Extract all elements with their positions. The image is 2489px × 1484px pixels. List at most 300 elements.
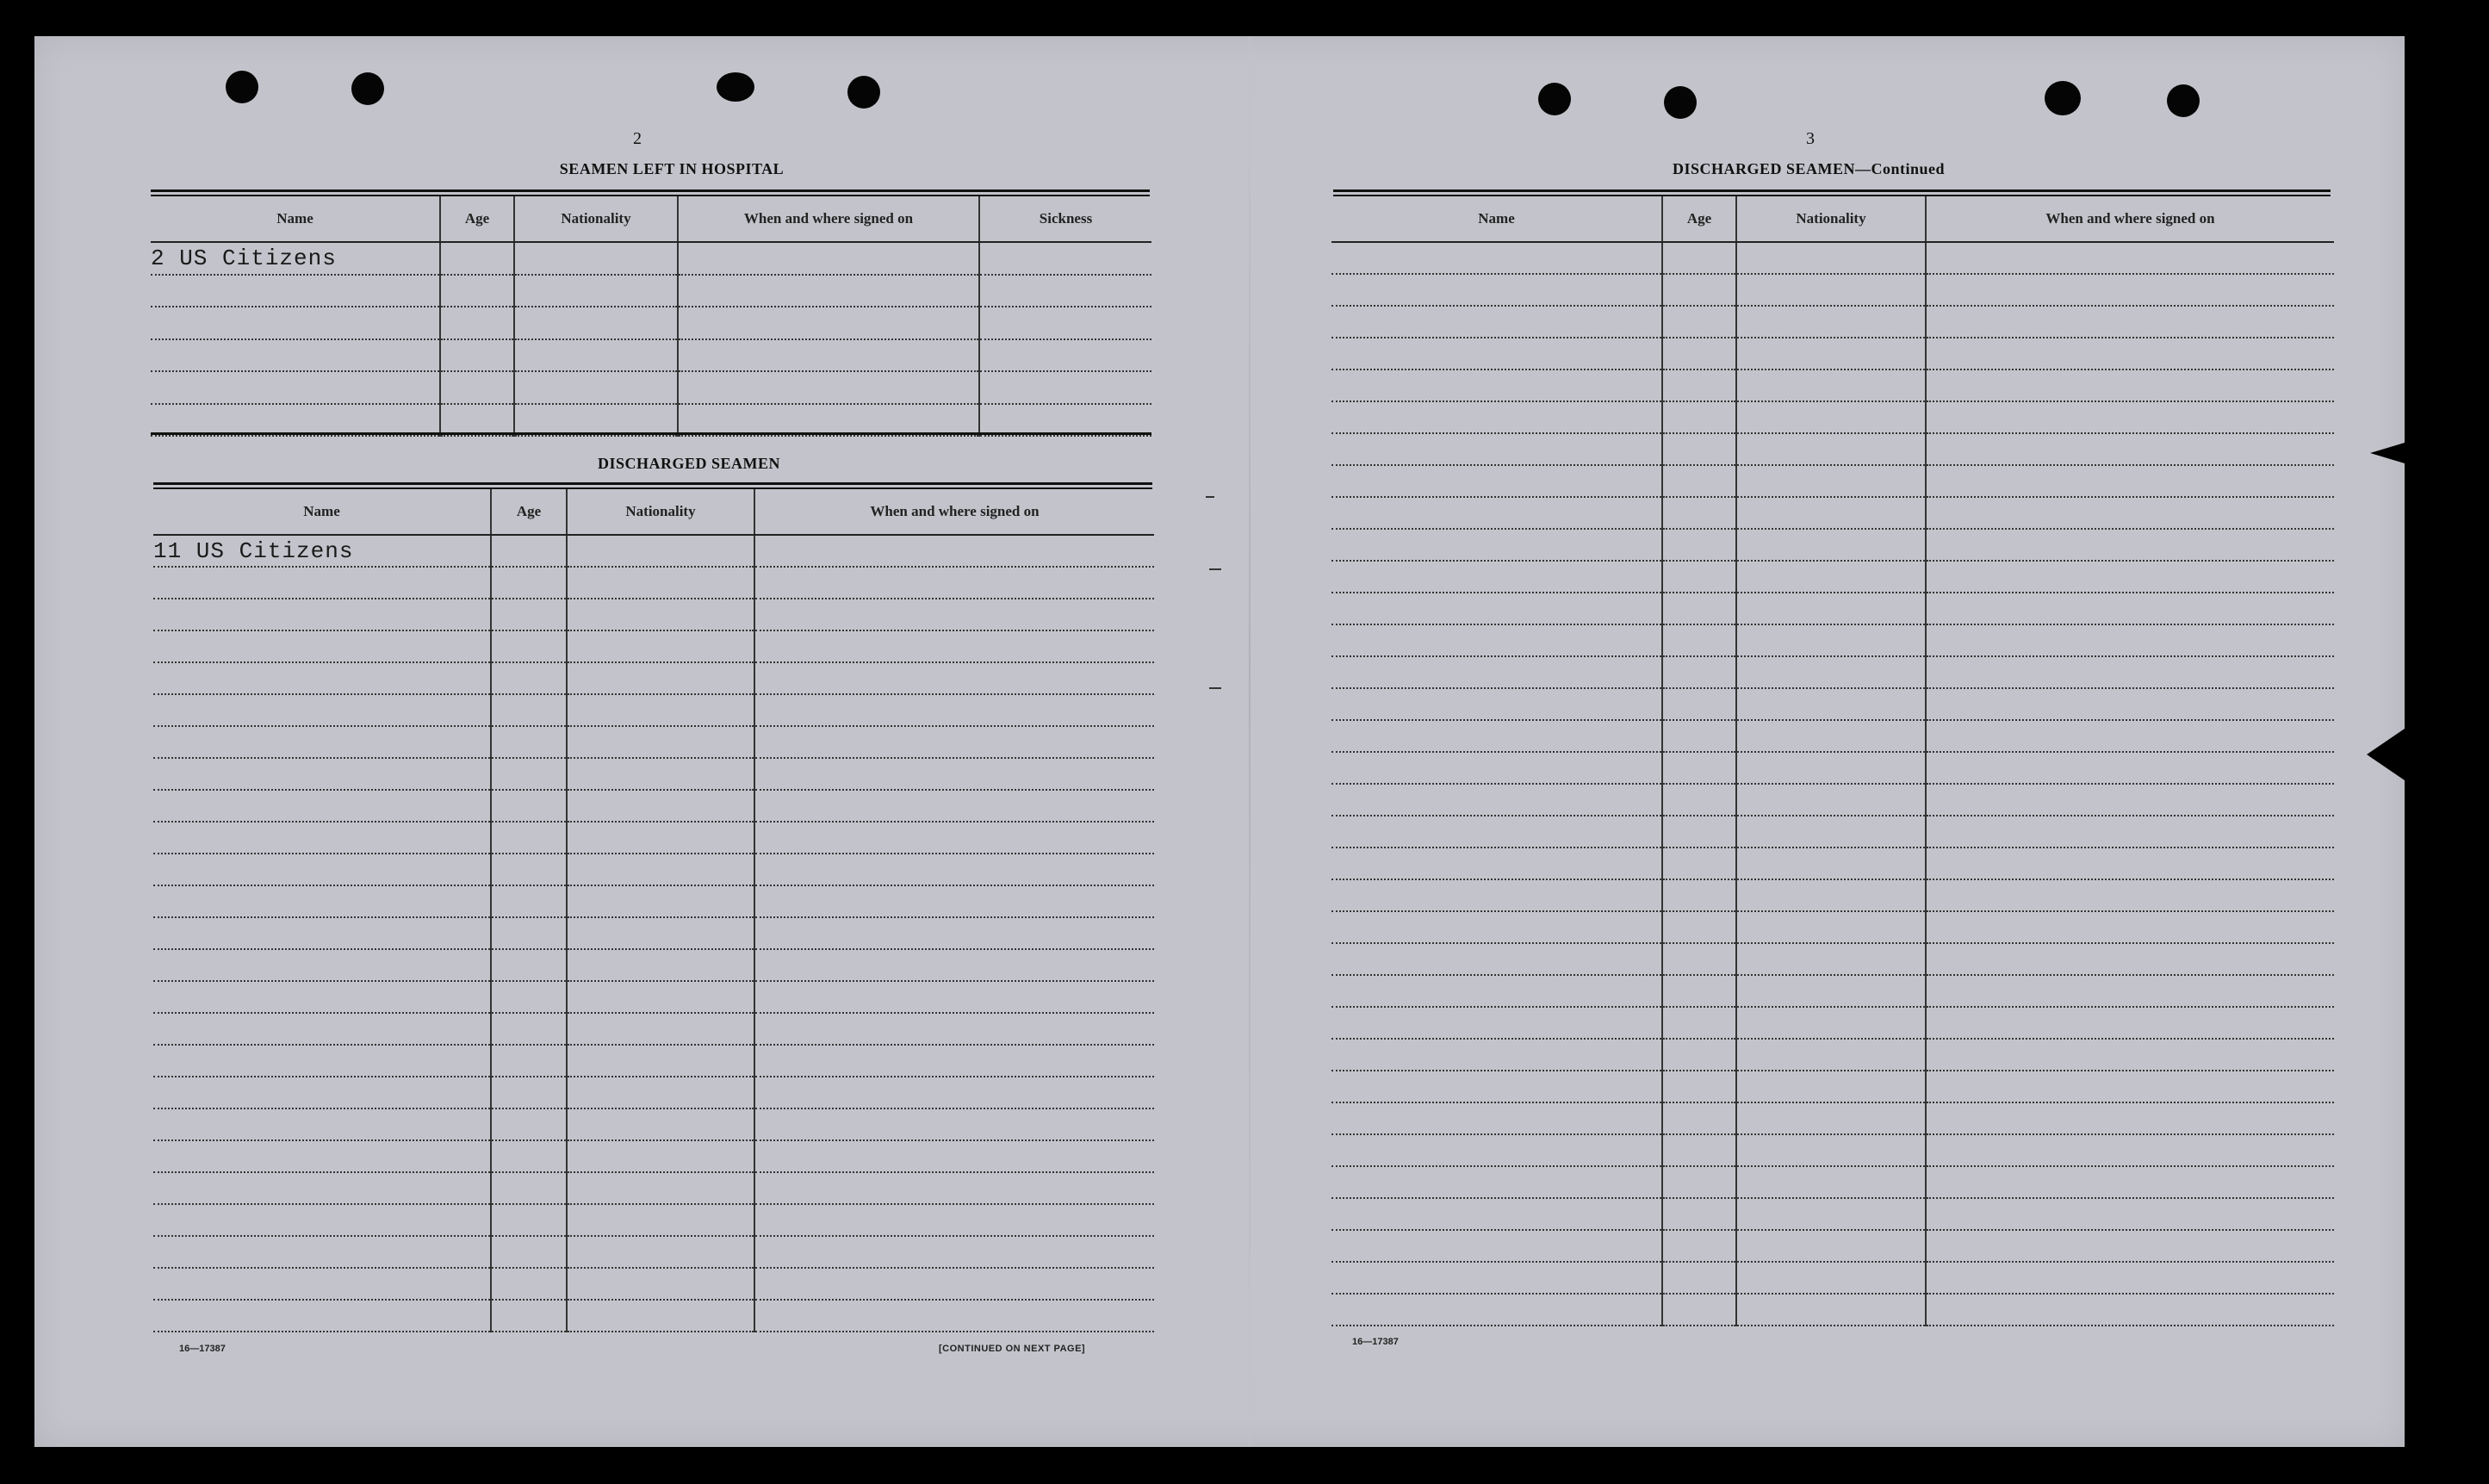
table-cell [1662,688,1736,720]
table-cell [1926,561,2334,593]
table-cell [1331,1294,1662,1326]
table-cell [1736,433,1926,465]
table-cell [491,1108,567,1140]
table-cell [754,790,1154,822]
table-cell [153,1108,491,1140]
col-name-header: Name [1331,196,1662,242]
table-cell [1331,1007,1662,1039]
table-cell [153,1045,491,1077]
table-row [1331,752,2334,784]
table-cell [567,758,754,790]
table-cell [1662,1198,1736,1230]
hospital-bottom-rule [151,432,1151,435]
table-cell [1926,593,2334,624]
table-cell [153,1236,491,1268]
table-cell [153,1204,491,1236]
page-number-right: 3 [1806,129,1815,148]
continued-section-title: DISCHARGED SEAMEN—Continued [1672,160,1946,177]
table-cell [491,822,567,854]
table-cell [1331,1071,1662,1102]
table-cell [1926,1230,2334,1262]
table-cell [1926,624,2334,656]
table-cell [1331,401,1662,433]
table-cell [1736,752,1926,784]
table-cell [1331,338,1662,369]
table-cell [491,1172,567,1204]
table-cell [1926,656,2334,688]
table-cell [491,790,567,822]
table-cell [440,275,514,307]
table-row [1331,1198,2334,1230]
table-cell [1926,720,2334,752]
table-row [1331,688,2334,720]
table-cell [153,694,491,726]
document-sheet [34,36,2405,1447]
table-cell [754,917,1154,949]
table-cell [678,242,979,275]
table-row [1331,497,2334,529]
col-signed-on-header: When and where signed on [1926,196,2334,242]
fold-mark [1209,568,1221,570]
table-cell [567,1077,754,1108]
table-cell [1926,1039,2334,1071]
table-cell [1662,338,1736,369]
table-cell [567,1140,754,1172]
continued-top-rule [1333,189,2331,192]
table-cell [1736,1039,1926,1071]
table-cell [1926,752,2334,784]
table-cell [567,1045,754,1077]
table-cell [1736,242,1926,274]
table-cell [567,917,754,949]
table-cell [754,599,1154,630]
table-cell [754,630,1154,662]
table-row [1331,911,2334,943]
table-row [1331,274,2334,306]
table-cell [567,854,754,885]
table-row [153,694,1154,726]
table-cell [567,662,754,694]
table-row [1331,1007,2334,1039]
table-cell [1331,242,1662,274]
table-cell [1926,943,2334,975]
table-cell [979,339,1151,372]
table-cell [678,404,979,437]
table-cell [1736,1134,1926,1166]
table-cell [979,307,1151,339]
table-cell [491,726,567,758]
table-cell [754,1300,1154,1332]
table-cell [153,981,491,1013]
table-cell [1331,624,1662,656]
table-cell [754,949,1154,981]
table-row [1331,656,2334,688]
table-cell [678,339,979,372]
table-cell [1662,784,1736,816]
table-row [153,1108,1154,1140]
table-cell [754,981,1154,1013]
table-row [153,567,1154,599]
form-code-left: 16—17387 [179,1344,226,1354]
table-cell [1662,656,1736,688]
table-cell [1331,465,1662,497]
table-cell [491,1300,567,1332]
punch-hole [1538,83,1571,115]
table-cell [1926,465,2334,497]
table-cell [1926,1134,2334,1166]
punch-hole [717,72,754,102]
table-cell [491,949,567,981]
table-cell [567,790,754,822]
col-nationality-header: Nationality [514,196,678,242]
table-cell [1662,1294,1736,1326]
table-row [1331,1230,2334,1262]
table-cell [567,567,754,599]
table-row [153,949,1154,981]
table-row [1331,338,2334,369]
hospital-table [151,196,1151,437]
table-row [1331,593,2334,624]
table-cell [1662,497,1736,529]
table-row [151,307,1151,339]
table-cell [1736,274,1926,306]
table-cell [1736,943,1926,975]
table-cell [678,371,979,404]
table-cell [491,885,567,917]
table-cell [153,726,491,758]
table-cell [491,662,567,694]
table-cell [567,1013,754,1045]
table-cell [1662,1166,1736,1198]
table-cell [153,790,491,822]
hospital-top-rule [151,189,1150,192]
discharged-table [153,489,1154,1332]
table-cell [1926,529,2334,561]
table-row [151,339,1151,372]
table-row [153,917,1154,949]
table-cell [1736,1198,1926,1230]
table-cell [567,694,754,726]
table-cell [491,694,567,726]
table-cell [567,885,754,917]
table-cell [567,949,754,981]
table-cell [1331,688,1662,720]
table-cell [1662,752,1736,784]
table-cell [567,822,754,854]
table-cell [1331,369,1662,401]
table-cell [1926,1198,2334,1230]
fold-mark [1206,496,1214,498]
table-cell [1331,816,1662,848]
table-cell [1926,1071,2334,1102]
table-cell [1736,1071,1926,1102]
table-cell [1926,497,2334,529]
table-cell [1926,1166,2334,1198]
table-row [153,758,1154,790]
torn-edge [2367,729,2405,780]
table-cell [440,307,514,339]
table-cell [491,599,567,630]
table-cell [1736,1294,1926,1326]
table-cell [1662,1134,1736,1166]
table-cell [491,567,567,599]
table-cell [1662,943,1736,975]
table-cell [151,339,440,372]
table-cell [153,599,491,630]
table-row [1331,720,2334,752]
punch-hole [2045,81,2081,115]
table-cell [754,662,1154,694]
table-cell [153,822,491,854]
table-cell [1736,1166,1926,1198]
continued-table [1331,196,2334,1326]
table-cell [1331,720,1662,752]
table-cell [1926,369,2334,401]
table-cell [979,404,1151,437]
table-cell [153,1077,491,1108]
col-age-header: Age [440,196,514,242]
table-cell [491,630,567,662]
table-row [1331,465,2334,497]
table-cell [514,275,678,307]
table-row [153,885,1154,917]
table-cell [1736,1007,1926,1039]
table-cell [979,242,1151,275]
table-cell [1331,879,1662,911]
discharged-section-title: DISCHARGED SEAMEN [597,455,781,472]
table-cell [567,726,754,758]
table-cell [1736,561,1926,593]
table-cell [1331,593,1662,624]
table-row [1331,561,2334,593]
table-cell [491,854,567,885]
table-row [153,1300,1154,1332]
table-row [153,1013,1154,1045]
table-row [1331,1134,2334,1166]
continued-note: [CONTINUED ON NEXT PAGE] [939,1344,1086,1354]
table-cell [1662,1007,1736,1039]
table-row [1331,624,2334,656]
table-cell [514,307,678,339]
table-cell [567,981,754,1013]
table-cell [1926,879,2334,911]
col-nationality-header: Nationality [567,489,754,535]
table-cell [754,1140,1154,1172]
col-nationality-header: Nationality [1736,196,1926,242]
table-cell [153,567,491,599]
table-row [151,371,1151,404]
table-row [153,1268,1154,1300]
table-cell [1926,433,2334,465]
table-cell [1926,816,2334,848]
table-cell [514,242,678,275]
table-cell [567,1108,754,1140]
table-row [1331,879,2334,911]
table-cell [754,822,1154,854]
table-cell [567,1300,754,1332]
continued-header-row [1331,196,2334,242]
table-cell [1331,1198,1662,1230]
table-cell [1331,1102,1662,1134]
table-cell [491,981,567,1013]
table-cell [1926,975,2334,1007]
table-cell [1736,720,1926,752]
table-cell [1926,688,2334,720]
center-fold [1249,36,1251,1447]
table-cell [754,726,1154,758]
table-cell [1926,784,2334,816]
table-cell [754,758,1154,790]
table-cell [1331,656,1662,688]
table-cell [754,1172,1154,1204]
table-row [151,404,1151,437]
table-cell [1736,656,1926,688]
table-row [153,1077,1154,1108]
table-cell [1736,624,1926,656]
table-row [151,275,1151,307]
table-cell [567,599,754,630]
table-cell [1662,1102,1736,1134]
table-row [1331,433,2334,465]
col-signed-on-header: When and where signed on [754,489,1154,535]
table-cell [1926,848,2334,879]
table-cell [491,758,567,790]
table-cell [1331,433,1662,465]
table-cell [153,917,491,949]
table-cell [151,307,440,339]
table-row [153,1140,1154,1172]
table-row [1331,1071,2334,1102]
table-cell [1926,911,2334,943]
table-row [153,854,1154,885]
table-cell [754,1108,1154,1140]
table-cell [1331,497,1662,529]
table-cell [491,1045,567,1077]
fold-mark [1209,687,1221,689]
table-row [1331,816,2334,848]
punch-hole [351,72,384,105]
table-cell [1736,879,1926,911]
table-cell [514,404,678,437]
table-cell [1662,242,1736,274]
table-cell [1331,1134,1662,1166]
table-cell [1662,1071,1736,1102]
table-cell [491,535,567,567]
table-cell [567,1236,754,1268]
table-cell [1662,433,1736,465]
punch-hole [1664,86,1697,119]
table-cell [1736,369,1926,401]
table-row [1331,242,2334,274]
col-name-header: Name [151,196,440,242]
table-cell [1736,497,1926,529]
table-cell [1736,1262,1926,1294]
table-cell [1662,1262,1736,1294]
table-cell [1662,720,1736,752]
table-cell [1331,752,1662,784]
table-cell: 11 US Citizens [153,535,491,567]
table-cell [754,567,1154,599]
table-cell [1331,1166,1662,1198]
table-cell [1331,943,1662,975]
table-cell [1736,1102,1926,1134]
table-row [153,1204,1154,1236]
table-cell [491,1204,567,1236]
table-cell [491,1268,567,1300]
table-cell [1331,1262,1662,1294]
table-cell [153,662,491,694]
table-cell [979,275,1151,307]
table-cell [1736,688,1926,720]
table-row [153,726,1154,758]
table-cell [514,339,678,372]
table-cell [1662,848,1736,879]
table-cell [151,404,440,437]
table-cell [153,1268,491,1300]
table-cell [754,1204,1154,1236]
table-cell [754,694,1154,726]
table-cell [153,630,491,662]
table-cell [1331,784,1662,816]
table-cell [1926,306,2334,338]
table-cell [1662,274,1736,306]
col-signed-on-header: When and where signed on [678,196,979,242]
table-cell [491,917,567,949]
table-cell [440,242,514,275]
table-row [153,822,1154,854]
col-age-header: Age [1662,196,1736,242]
table-cell [1662,1039,1736,1071]
table-row [153,981,1154,1013]
table-cell [678,307,979,339]
table-cell [153,1172,491,1204]
col-sickness-header: Sickness [979,196,1151,242]
table-cell [1331,848,1662,879]
table-cell [1331,911,1662,943]
table-cell [440,339,514,372]
table-cell [1662,529,1736,561]
table-row [1331,848,2334,879]
table-cell [678,275,979,307]
hospital-header-row [151,196,1151,242]
table-cell [1331,975,1662,1007]
table-cell [440,371,514,404]
table-cell [1662,369,1736,401]
table-cell [567,1268,754,1300]
table-cell [567,1204,754,1236]
table-cell [1736,816,1926,848]
table-cell [440,404,514,437]
table-cell [1736,848,1926,879]
table-cell [754,1268,1154,1300]
table-cell [1926,274,2334,306]
discharged-top-rule [153,482,1152,485]
page-number-left: 2 [633,129,642,148]
table-cell [1662,879,1736,911]
table-cell [1331,306,1662,338]
table-row [1331,1262,2334,1294]
table-row [153,662,1154,694]
table-cell [1926,242,2334,274]
table-cell [567,1172,754,1204]
table-cell [1926,1102,2334,1134]
table-cell [567,535,754,567]
table-cell [754,885,1154,917]
table-cell [1736,306,1926,338]
table-cell [1926,1294,2334,1326]
table-row [153,1172,1154,1204]
table-cell [1331,561,1662,593]
